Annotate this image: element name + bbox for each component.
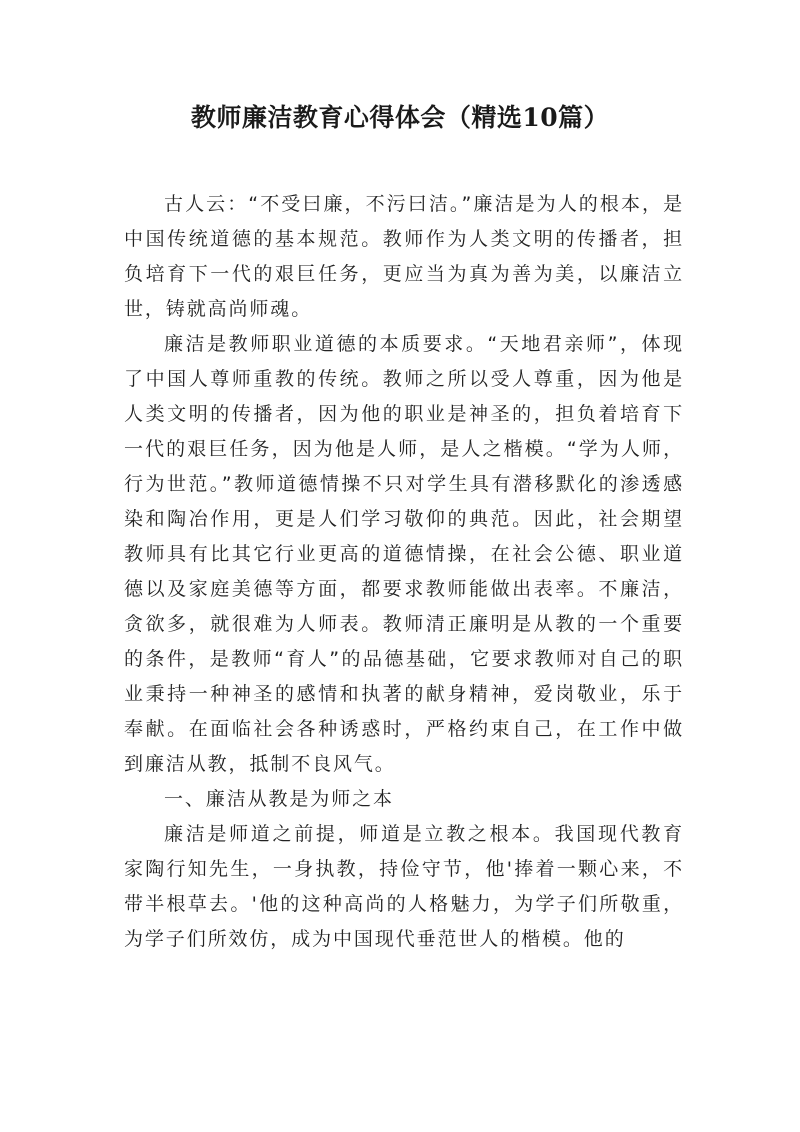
paragraph-intro: 古人云：“不受曰廉，不污曰洁。”廉洁是为人的根本，是中国传统道德的基本规范。教师作为人类文明的传播者，担负培育下一代的艰巨任务，更应当为真为善为美，以廉洁立世，铸就高尚师魂。 <box>124 193 684 320</box>
document-title: 教师廉洁教育心得体会（精选10篇） <box>190 103 610 132</box>
section-heading-1: 一、廉洁从教是为师之本 <box>164 788 394 810</box>
paragraph-section-1: 廉洁是师道之前提，师道是立教之根本。我国现代教育家陶行知先生，一身执教，持俭守节，他'捧着一颗心来，不带半根草去。'他的这种高尚的人格魅力，为学子们所敬重，为学子们所效仿，成为中国现代垂范世人的楷模。他的 <box>124 823 684 950</box>
paragraph-essence: 廉洁是教师职业道德的本质要求。“天地君亲师”，体现了中国人尊师重教的传统。教师之所以受人尊重，因为他是人类文明的传播者，因为他的职业是神圣的，担负着培育下一代的艰巨任务，因为他是人师，是人之楷模。“学为人师，行为世范。”教师道德情操不只对学生具有潜移默化的渗透感染和陶冶作用，更是人们学习敬仰的典范。因此，社会期望教师具有比其它行业更高的道德情操，在社会公德、职业道德以及家庭美德等方面，都要求教师能做出表率。不廉洁，贪欲多，就很难为人师表。教师清正廉明是从教的一个重要的条件，是教师“育人”的品德基础，它要求教师对自己的职业秉持一种神圣的感情和执著的献身精神，爱岗敬业，乐于奉献。在面临社会各种诱惑时，严格约束自己，在工作中做到廉洁从教，抵制不良风气。 <box>124 333 684 775</box>
document-body <box>124 187 684 957</box>
